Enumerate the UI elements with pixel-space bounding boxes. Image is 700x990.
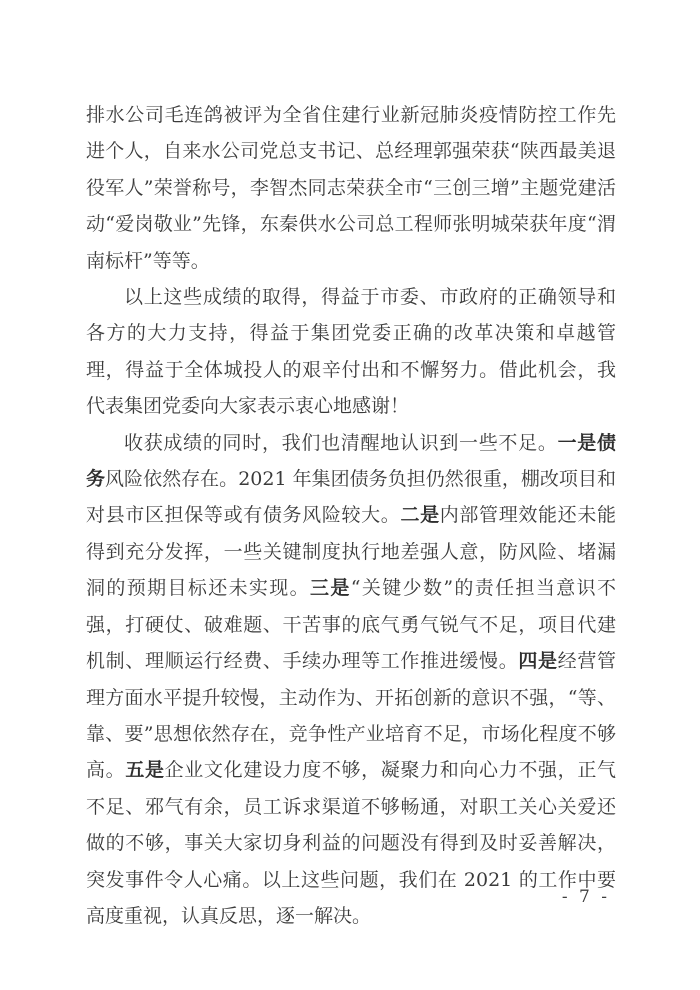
bold-text: 一是债务 <box>86 431 616 491</box>
body-text: 收获成绩的同时，我们也清醒地认识到一些不足。 <box>124 431 558 454</box>
body-text: 排水公司毛连鸽被评为全省住建行业新冠肺炎疫情防控工作先进个人，自来水公司党总支书记、总经理郭强荣获“陕西最美退役军人”荣誉称号，李智杰同志荣获全市“三创三增”主题党建活动“爱岗敬业”先锋，东秦供水公司总工程师张明城荣获年度“渭南标杆”等等。 <box>86 104 616 272</box>
paragraph <box>86 279 616 425</box>
body-text: 以上这些成绩的取得，得益于市委、市政府的正确领导和各方的大力支持，得益于集团党委正确的改革决策和卓越管理，得益于全体城投人的艰辛付出和不懈努力。借此机会，我代表集团党委向大家表示衷心地感谢！ <box>86 286 616 418</box>
text-block <box>86 97 616 934</box>
body-text: 内部管理效能还未能得到充分发挥，一些关键制度执行地差强人意，防风险、堵漏洞的预期目标还未实现。 <box>86 504 616 600</box>
bold-text: 五是 <box>125 759 165 782</box>
body-text: 经营管理方面水平提升较慢，主动作为、开拓创新的意识不强，“等、靠、要”思想依然存在，竞争性产业培育不足，市场化程度不够高。 <box>86 650 616 782</box>
paragraph <box>86 97 616 279</box>
page-number: - 7 - <box>561 887 610 907</box>
bold-text: 四是 <box>518 650 558 673</box>
paragraph <box>86 425 616 935</box>
body-text: “关键少数”的责任担当意识不强，打硬仗、破难题、干苦事的底气勇气锐气不足，项目代建机制、理顺运行经费、手续办理等工作推进缓慢。 <box>86 577 616 673</box>
bold-text: 二是 <box>400 504 440 527</box>
bold-text: 三是 <box>310 577 351 600</box>
body-text: 企业文化建设力度不够，凝聚力和向心力不强，正气不足、邪气有余，员工诉求渠道不够畅通，对职工关心关爱还做的不够，事关大家切身利益的问题没有得到及时妥善解决，突发事件令人心痛。以上这些问题，我们在 2021 的工作中要高度重视，认真反思，逐一解决。 <box>86 759 616 927</box>
body-text: 风险依然存在。2021 年集团债务负担仍然很重，棚改项目和对县市区担保等或有债务风险较大。 <box>86 468 616 527</box>
